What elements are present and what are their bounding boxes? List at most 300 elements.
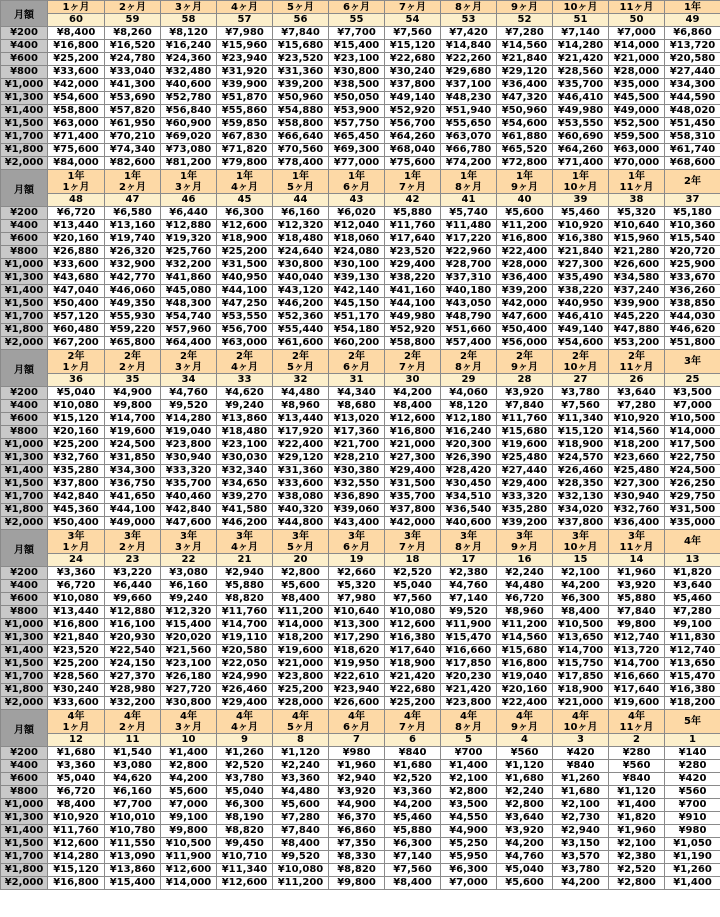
- amount-cell: ¥50,400: [497, 324, 553, 337]
- amount-cell: ¥2,800: [441, 786, 497, 799]
- term-header: [273, 710, 329, 734]
- remaining-count: 1: [665, 734, 720, 747]
- amount-cell: ¥38,220: [385, 272, 441, 285]
- amount-cell: ¥5,600: [273, 799, 329, 812]
- term-header-line: 11ヶ月: [619, 181, 654, 193]
- amount-cell: ¥8,330: [329, 851, 385, 864]
- amount-cell: ¥47,320: [497, 92, 553, 105]
- amount-cell: ¥2,520: [609, 864, 665, 877]
- remaining-count: 53: [441, 14, 497, 27]
- amount-cell: ¥30,800: [161, 697, 217, 710]
- amount-cell: ¥7,000: [609, 27, 665, 40]
- amount-cell: ¥68,040: [385, 144, 441, 157]
- monthly-amount-label: ¥1,300: [1, 452, 48, 465]
- term-header: [105, 530, 161, 554]
- remaining-count: 13: [665, 554, 720, 567]
- term-header: [48, 350, 105, 374]
- amount-cell: ¥560: [609, 760, 665, 773]
- amount-cell: ¥32,900: [105, 259, 161, 272]
- amount-cell: ¥16,240: [441, 426, 497, 439]
- amount-cell: ¥37,800: [385, 504, 441, 517]
- monthly-amount-label: ¥1,800: [1, 864, 48, 877]
- amount-cell: ¥13,720: [609, 645, 665, 658]
- amount-cell: ¥18,900: [385, 658, 441, 671]
- term-header-line: 1ヶ月: [62, 541, 90, 553]
- monthly-amount-label: ¥1,000: [1, 259, 48, 272]
- amount-cell: ¥11,200: [497, 619, 553, 632]
- amount-cell: ¥53,200: [609, 337, 665, 350]
- amount-cell: ¥71,400: [48, 131, 105, 144]
- amount-cell: ¥28,000: [273, 697, 329, 710]
- amount-cell: ¥3,500: [441, 799, 497, 812]
- term-header-line: 4年: [124, 710, 141, 722]
- amount-cell: ¥34,510: [441, 491, 497, 504]
- amount-cell: ¥36,400: [497, 79, 553, 92]
- amount-cell: ¥34,650: [217, 478, 273, 491]
- term-header-line: 4ヶ月: [231, 361, 258, 373]
- amount-cell: ¥22,610: [329, 671, 385, 684]
- amount-cell: ¥8,820: [217, 825, 273, 838]
- term-header-line: 3年: [460, 530, 477, 542]
- amount-cell: ¥17,920: [273, 426, 329, 439]
- table-body: [1, 1, 720, 890]
- amount-cell: ¥37,310: [441, 272, 497, 285]
- term-header: [217, 170, 273, 194]
- amount-cell: ¥20,160: [48, 233, 105, 246]
- amount-cell: ¥49,000: [609, 105, 665, 118]
- amount-cell: ¥37,800: [385, 79, 441, 92]
- amount-cell: ¥44,100: [217, 285, 273, 298]
- amount-row: [1, 337, 720, 350]
- amount-cell: ¥59,500: [609, 131, 665, 144]
- amount-cell: ¥54,600: [497, 118, 553, 131]
- amount-cell: ¥5,600: [161, 786, 217, 799]
- term-header-line: 3年: [404, 530, 421, 542]
- remaining-count: 31: [329, 374, 385, 387]
- term-header: 2ヶ月: [105, 1, 161, 14]
- amount-cell: ¥14,280: [48, 851, 105, 864]
- amount-cell: ¥16,380: [665, 684, 720, 697]
- amount-cell: ¥25,200: [48, 658, 105, 671]
- amount-cell: ¥4,480: [273, 786, 329, 799]
- amount-cell: ¥7,000: [665, 400, 720, 413]
- term-header-line: 3ヶ月: [175, 181, 202, 193]
- amount-cell: ¥9,100: [161, 812, 217, 825]
- amount-cell: ¥21,420: [441, 684, 497, 697]
- amount-cell: ¥32,200: [105, 697, 161, 710]
- amount-cell: ¥42,140: [329, 285, 385, 298]
- term-header: [553, 350, 609, 374]
- amount-cell: ¥21,840: [553, 246, 609, 259]
- amount-cell: ¥71,820: [217, 144, 273, 157]
- amount-cell: ¥44,030: [665, 311, 720, 324]
- amount-cell: ¥8,400: [48, 27, 105, 40]
- term-header: [329, 350, 385, 374]
- amount-cell: ¥2,940: [217, 567, 273, 580]
- term-header-line: 2年: [404, 350, 421, 362]
- term-header-line: 3ヶ月: [175, 721, 202, 733]
- term-header-line: 11ヶ月: [619, 361, 654, 373]
- amount-cell: ¥20,300: [441, 439, 497, 452]
- amount-cell: ¥5,460: [385, 812, 441, 825]
- amount-cell: ¥25,200: [48, 53, 105, 66]
- amount-cell: ¥6,300: [217, 207, 273, 220]
- amount-row: [1, 606, 720, 619]
- amount-cell: ¥32,760: [609, 504, 665, 517]
- amount-cell: ¥34,300: [665, 79, 720, 92]
- amount-cell: ¥7,840: [497, 400, 553, 413]
- amount-cell: ¥5,040: [48, 387, 105, 400]
- remaining-count: 42: [385, 194, 441, 207]
- amount-cell: ¥41,860: [161, 272, 217, 285]
- amount-cell: ¥22,400: [497, 697, 553, 710]
- amount-cell: ¥7,280: [609, 400, 665, 413]
- remaining-count: 2: [609, 734, 665, 747]
- amount-cell: ¥2,520: [217, 760, 273, 773]
- amount-cell: ¥10,920: [553, 220, 609, 233]
- amount-cell: ¥44,800: [273, 517, 329, 530]
- amount-row: [1, 324, 720, 337]
- remaining-count: 44: [273, 194, 329, 207]
- term-header-line: 11ヶ月: [619, 721, 654, 733]
- amount-cell: ¥51,940: [441, 105, 497, 118]
- monthly-amount-label: ¥1,500: [1, 478, 48, 491]
- amount-cell: ¥3,220: [105, 567, 161, 580]
- amount-cell: ¥1,680: [48, 747, 105, 760]
- amount-cell: ¥11,200: [273, 877, 329, 890]
- amount-cell: ¥11,830: [665, 632, 720, 645]
- amount-cell: ¥30,030: [217, 452, 273, 465]
- amount-cell: ¥22,050: [217, 658, 273, 671]
- amount-cell: ¥25,480: [609, 465, 665, 478]
- term-header-line: 3年: [348, 530, 365, 542]
- amount-cell: ¥52,920: [385, 105, 441, 118]
- amount-cell: ¥14,000: [273, 619, 329, 632]
- amount-cell: ¥3,360: [273, 773, 329, 786]
- monthly-amount-label: ¥400: [1, 760, 48, 773]
- term-header-line: 1年: [572, 170, 589, 182]
- remaining-count: 30: [385, 374, 441, 387]
- amount-cell: ¥5,040: [385, 580, 441, 593]
- amount-cell: ¥37,800: [48, 478, 105, 491]
- amount-cell: ¥7,560: [553, 400, 609, 413]
- amount-cell: ¥36,890: [329, 491, 385, 504]
- amount-cell: ¥6,300: [385, 838, 441, 851]
- term-header: [105, 350, 161, 374]
- amount-cell: ¥46,200: [217, 517, 273, 530]
- amount-cell: ¥54,740: [161, 311, 217, 324]
- amount-cell: ¥46,200: [273, 298, 329, 311]
- amount-cell: ¥32,760: [48, 452, 105, 465]
- amount-cell: ¥15,680: [497, 645, 553, 658]
- amount-cell: ¥63,000: [609, 144, 665, 157]
- amount-row: [1, 491, 720, 504]
- amount-cell: ¥3,920: [497, 387, 553, 400]
- amount-cell: ¥24,080: [329, 246, 385, 259]
- amount-cell: ¥3,360: [385, 786, 441, 799]
- amount-cell: ¥49,140: [553, 324, 609, 337]
- amount-cell: ¥22,750: [665, 452, 720, 465]
- amount-cell: ¥15,120: [48, 864, 105, 877]
- remaining-count: 60: [48, 14, 105, 27]
- monthly-amount-label: ¥1,500: [1, 838, 48, 851]
- amount-cell: ¥21,000: [273, 658, 329, 671]
- amount-cell: ¥77,000: [329, 157, 385, 170]
- amount-cell: ¥10,500: [665, 413, 720, 426]
- amount-cell: ¥5,600: [497, 207, 553, 220]
- amount-cell: ¥9,520: [161, 400, 217, 413]
- amount-cell: ¥15,120: [48, 413, 105, 426]
- term-header-line: 7ヶ月: [399, 361, 426, 373]
- term-header-line: 1年: [292, 170, 309, 182]
- term-header-line: 3ヶ月: [175, 361, 202, 373]
- amount-cell: ¥24,360: [161, 53, 217, 66]
- amount-cell: ¥3,360: [48, 760, 105, 773]
- amount-cell: ¥4,200: [553, 877, 609, 890]
- amount-cell: ¥40,320: [273, 504, 329, 517]
- amount-cell: ¥15,400: [329, 40, 385, 53]
- amount-cell: ¥11,760: [48, 825, 105, 838]
- amount-cell: ¥8,120: [161, 27, 217, 40]
- amount-cell: ¥19,040: [161, 426, 217, 439]
- monthly-amount-label: ¥1,800: [1, 504, 48, 517]
- amount-cell: ¥12,600: [161, 864, 217, 877]
- monthly-amount-label: ¥800: [1, 606, 48, 619]
- amount-cell: ¥35,000: [665, 517, 720, 530]
- amount-cell: ¥60,480: [48, 324, 105, 337]
- term-header-line: 6ヶ月: [343, 361, 370, 373]
- amount-cell: ¥14,840: [441, 40, 497, 53]
- count-row: [1, 734, 720, 747]
- amount-cell: ¥47,250: [217, 298, 273, 311]
- amount-cell: ¥5,600: [273, 580, 329, 593]
- amount-row: [1, 53, 720, 66]
- amount-cell: ¥2,730: [553, 812, 609, 825]
- amount-cell: ¥25,200: [385, 697, 441, 710]
- amount-cell: ¥3,780: [217, 773, 273, 786]
- amount-cell: ¥9,800: [329, 877, 385, 890]
- amount-cell: ¥35,700: [385, 491, 441, 504]
- amount-cell: ¥12,180: [441, 413, 497, 426]
- monthly-amount-label: ¥1,800: [1, 324, 48, 337]
- term-header-line: 6ヶ月: [343, 721, 370, 733]
- term-header: [329, 170, 385, 194]
- monthly-amount-label: ¥400: [1, 400, 48, 413]
- term-header-line: 8ヶ月: [455, 361, 482, 373]
- amount-cell: ¥5,740: [441, 207, 497, 220]
- remaining-count: 8: [273, 734, 329, 747]
- amount-cell: ¥14,000: [665, 426, 720, 439]
- amount-cell: ¥65,800: [105, 337, 161, 350]
- amount-cell: ¥4,480: [497, 580, 553, 593]
- amount-cell: ¥39,900: [609, 298, 665, 311]
- amount-cell: ¥61,880: [497, 131, 553, 144]
- amount-cell: ¥17,360: [329, 426, 385, 439]
- monthly-amount-label: ¥600: [1, 593, 48, 606]
- amount-cell: ¥6,440: [161, 207, 217, 220]
- amount-cell: ¥33,320: [161, 465, 217, 478]
- term-header-line: 9ヶ月: [511, 721, 538, 733]
- amount-cell: ¥700: [441, 747, 497, 760]
- amount-cell: ¥28,700: [441, 259, 497, 272]
- amount-cell: ¥12,600: [48, 838, 105, 851]
- amount-cell: ¥980: [329, 747, 385, 760]
- term-header-line: 4年: [404, 710, 421, 722]
- amount-cell: ¥2,100: [609, 838, 665, 851]
- amount-cell: ¥30,380: [329, 465, 385, 478]
- amount-cell: ¥19,600: [105, 426, 161, 439]
- monthly-amount-label: ¥2,000: [1, 877, 48, 890]
- amount-cell: ¥47,600: [161, 517, 217, 530]
- amount-cell: ¥74,200: [441, 157, 497, 170]
- term-header-line: 3年: [628, 530, 645, 542]
- amount-cell: ¥21,280: [609, 246, 665, 259]
- amount-cell: ¥15,540: [665, 233, 720, 246]
- amount-cell: ¥42,840: [48, 491, 105, 504]
- remaining-count: 46: [161, 194, 217, 207]
- amount-cell: ¥5,880: [217, 580, 273, 593]
- term-header: 1ヶ月: [48, 1, 105, 14]
- amount-cell: ¥54,880: [273, 105, 329, 118]
- amount-cell: ¥13,090: [105, 851, 161, 864]
- amount-cell: ¥26,600: [329, 697, 385, 710]
- monthly-amount-label: ¥200: [1, 747, 48, 760]
- amount-row: [1, 877, 720, 890]
- amount-cell: ¥58,800: [48, 105, 105, 118]
- monthly-amount-label: ¥400: [1, 580, 48, 593]
- amount-cell: ¥7,280: [273, 812, 329, 825]
- amount-cell: ¥15,960: [217, 40, 273, 53]
- amount-cell: ¥29,120: [497, 66, 553, 79]
- amount-cell: ¥24,780: [105, 53, 161, 66]
- amount-cell: ¥45,080: [161, 285, 217, 298]
- amount-row: [1, 580, 720, 593]
- amount-cell: ¥4,200: [553, 580, 609, 593]
- amount-cell: ¥840: [385, 747, 441, 760]
- amount-cell: ¥20,580: [217, 645, 273, 658]
- amount-cell: ¥52,920: [385, 324, 441, 337]
- term-header: [609, 170, 665, 194]
- term-header: 5年: [665, 710, 720, 734]
- amount-cell: ¥19,740: [105, 233, 161, 246]
- term-header-line: 1年: [236, 170, 253, 182]
- term-header: [609, 350, 665, 374]
- amount-cell: ¥14,560: [497, 40, 553, 53]
- amount-cell: ¥23,940: [329, 684, 385, 697]
- amount-cell: ¥3,920: [497, 825, 553, 838]
- amount-cell: ¥53,550: [217, 311, 273, 324]
- amount-cell: ¥20,160: [497, 684, 553, 697]
- amount-cell: ¥41,580: [217, 504, 273, 517]
- amount-cell: ¥14,700: [217, 619, 273, 632]
- amount-cell: ¥1,120: [609, 786, 665, 799]
- amount-cell: ¥58,800: [385, 337, 441, 350]
- term-header-line: 10ヶ月: [563, 721, 598, 733]
- amount-cell: ¥21,840: [497, 53, 553, 66]
- amount-cell: ¥49,980: [553, 105, 609, 118]
- amount-cell: ¥27,300: [553, 259, 609, 272]
- amount-cell: ¥2,520: [385, 567, 441, 580]
- amount-cell: ¥4,550: [441, 812, 497, 825]
- amount-cell: ¥8,400: [273, 838, 329, 851]
- amount-cell: ¥16,660: [609, 671, 665, 684]
- amount-cell: ¥33,040: [105, 66, 161, 79]
- amount-cell: ¥3,780: [553, 387, 609, 400]
- term-header: [441, 350, 497, 374]
- amount-cell: ¥14,000: [161, 877, 217, 890]
- amount-cell: ¥57,960: [161, 324, 217, 337]
- term-header: [217, 350, 273, 374]
- amount-row: [1, 246, 720, 259]
- amount-cell: ¥54,180: [329, 324, 385, 337]
- amount-cell: ¥700: [665, 799, 720, 812]
- monthly-amount-label: ¥200: [1, 567, 48, 580]
- remaining-count: 20: [273, 554, 329, 567]
- amount-row: [1, 747, 720, 760]
- amount-cell: ¥9,240: [161, 593, 217, 606]
- amount-row: [1, 619, 720, 632]
- amount-cell: ¥31,850: [105, 452, 161, 465]
- amount-cell: ¥53,900: [329, 105, 385, 118]
- amount-cell: ¥1,680: [385, 760, 441, 773]
- amount-cell: ¥1,260: [665, 864, 720, 877]
- amount-cell: ¥23,520: [385, 246, 441, 259]
- amount-cell: ¥7,420: [441, 27, 497, 40]
- amount-cell: ¥21,000: [385, 439, 441, 452]
- amount-cell: ¥48,300: [161, 298, 217, 311]
- monthly-amount-label: ¥1,800: [1, 684, 48, 697]
- term-header: [441, 710, 497, 734]
- amount-cell: ¥18,900: [217, 233, 273, 246]
- amount-cell: ¥66,780: [441, 144, 497, 157]
- term-header: [497, 530, 553, 554]
- amount-row: [1, 272, 720, 285]
- amount-cell: ¥74,340: [105, 144, 161, 157]
- amount-cell: ¥8,820: [217, 593, 273, 606]
- remaining-count: 18: [385, 554, 441, 567]
- amount-cell: ¥3,640: [609, 387, 665, 400]
- amount-cell: ¥12,740: [665, 645, 720, 658]
- amount-cell: ¥33,670: [665, 272, 720, 285]
- monthly-amount-label: ¥400: [1, 40, 48, 53]
- term-header-line: 1年: [348, 170, 365, 182]
- monthly-amount-label: ¥800: [1, 786, 48, 799]
- remaining-count: 43: [329, 194, 385, 207]
- amount-cell: ¥73,080: [161, 144, 217, 157]
- amount-cell: ¥13,720: [665, 40, 720, 53]
- amount-row: [1, 632, 720, 645]
- amount-cell: ¥16,240: [161, 40, 217, 53]
- term-header-line: 8ヶ月: [455, 721, 482, 733]
- amount-row: [1, 478, 720, 491]
- term-header-line: 2年: [180, 350, 197, 362]
- monthly-amount-label: ¥2,000: [1, 337, 48, 350]
- amount-cell: ¥40,180: [441, 285, 497, 298]
- amount-cell: ¥5,950: [441, 851, 497, 864]
- term-header-line: 3年: [67, 530, 85, 542]
- amount-cell: ¥6,300: [217, 799, 273, 812]
- term-header: [385, 170, 441, 194]
- amount-cell: ¥25,900: [665, 259, 720, 272]
- amount-cell: ¥29,680: [441, 66, 497, 79]
- amount-cell: ¥67,200: [48, 337, 105, 350]
- amount-cell: ¥13,860: [105, 864, 161, 877]
- term-header-line: 9ヶ月: [511, 181, 538, 193]
- term-header-line: 4年: [572, 710, 589, 722]
- amount-cell: ¥28,980: [105, 684, 161, 697]
- amount-cell: ¥840: [553, 760, 609, 773]
- amount-cell: ¥20,720: [665, 246, 720, 259]
